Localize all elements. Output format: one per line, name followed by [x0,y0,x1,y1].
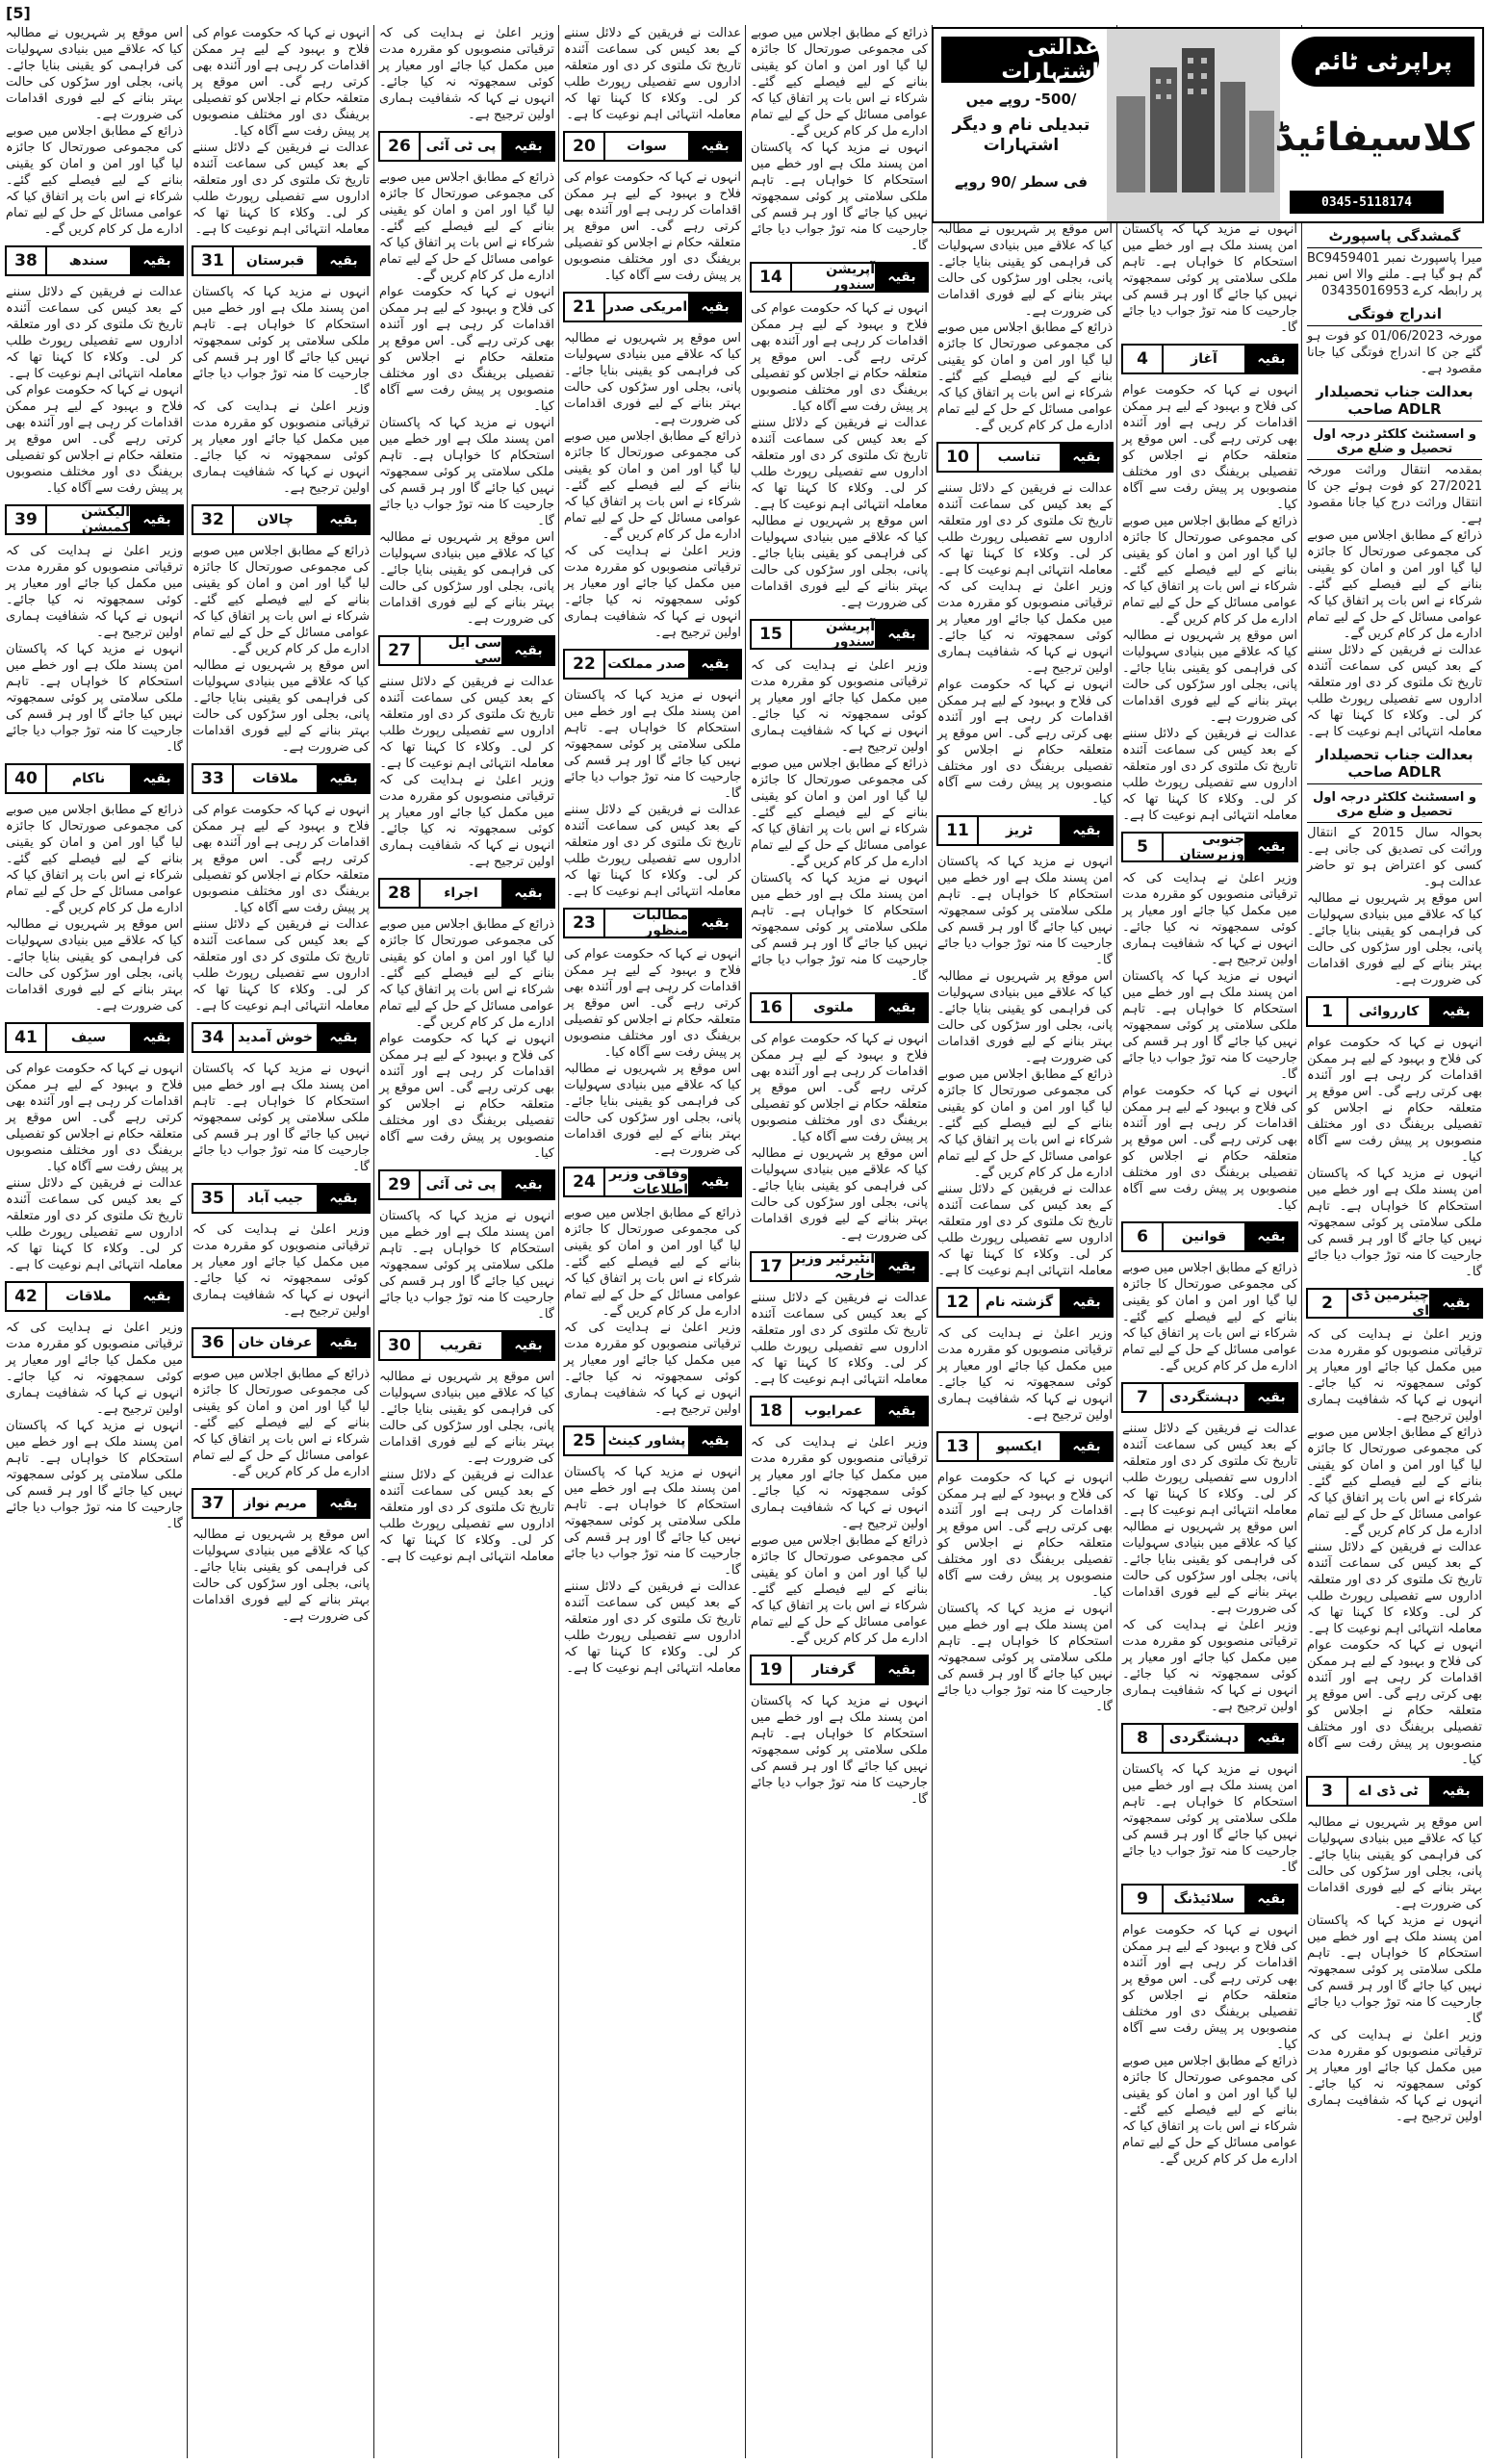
section-heading: 22 صدر مملکت بقیہ [563,649,742,680]
column-4: ذرائع کے مطابق اجلاس میں صوبے کی مجموعی صورتحال کا جائزہ لیا گیا اور امن و امان کو یقینی بنانے کے لیے فیصلے کیے گئے۔ شرکاء نے اس بات پر اتفاق کیا کہ عوامی مسائل کے حل کے لیے تمام ادارے مل کر کام کریں گے۔ انہوں نے مزید کہا کہ پاکستان امن پسند ملک ہے اور خطے میں استحکام کا خواہاں ہے۔ تاہم ملکی سلامتی پر کوئی سمجھوتہ نہیں کیا جائے گا اور ہر قسم کی جارحیت کا منہ توڑ جواب دیا جائے گا۔ 14 آپریشن سندور بقیہ انہوں نے کہا کہ حکومت عوام کی فلاح و بہبود کے لیے ہر ممکن اقدامات کر رہی ہے اور آئندہ بھی کرتی رہے گی۔ اس موقع پر متعلقہ حکام نے اجلاس کو تفصیلی بریفنگ دی اور مختلف منصوبوں پر پیش رفت سے آگاہ کیا۔ عدالت نے فریقین کے دلائل سننے کے بعد کیس کی سماعت آئندہ تاریخ تک ملتوی کر دی اور متعلقہ اداروں سے تفصیلی رپورٹ طلب کر لی۔ وکلاء کا کہنا تھا کہ معاملہ انتہائی اہم نوعیت کا ہے۔ اس موقع پر شہریوں نے مطالبہ کیا کہ علاقے میں بنیادی سہولیات کی فراہمی کو یقینی بنایا جائے۔ پانی، بجلی اور سڑکوں کی حالت بہتر بنانے کے لیے فوری اقدامات کی ضرورت ہے۔ 15 آپریشن سندور بقیہ وزیر اعلیٰ نے ہدایت کی کہ ترقیاتی منصوبوں کو مقررہ مدت میں مکمل کیا جائے اور معیار پر کوئی سمجھوتہ نہ کیا جائے۔ انہوں نے کہا کہ شفافیت ہماری اولین ترجیح ہے۔ ذرائع کے مطابق اجلاس میں صوبے کی مجموعی صورتحال کا جائزہ لیا گیا اور امن و امان کو یقینی بنانے کے لیے فیصلے کیے گئے۔ شرکاء نے اس بات پر اتفاق کیا کہ عوامی مسائل کے حل کے لیے تمام ادارے مل کر کام کریں گے۔ انہوں نے مزید کہا کہ پاکستان امن پسند ملک ہے اور خطے میں استحکام کا خواہاں ہے۔ تاہم ملکی سلامتی پر کوئی سمجھوتہ نہیں کیا جائے گا اور ہر قسم کی جارحیت کا منہ توڑ جواب دیا جائے گا۔ 16 ملتوی بقیہ انہوں نے کہا کہ حکومت عوام کی فلاح و بہبود کے لیے ہر ممکن اقدامات کر رہی ہے اور آئندہ بھی کرتی رہے گی۔ اس موقع پر متعلقہ حکام نے اجلاس کو تفصیلی بریفنگ دی اور مختلف منصوبوں پر پیش رفت سے آگاہ کیا۔ اس موقع پر شہریوں نے مطالبہ کیا کہ علاقے میں بنیادی سہولیات کی فراہمی کو یقینی بنایا جائے۔ پانی، بجلی اور سڑکوں کی حالت بہتر بنانے کے لیے فوری اقدامات کی ضرورت ہے۔ 17 انٹیرئیر وزیر خارجہ بقیہ عدالت نے فریقین کے دلائل سننے کے بعد کیس کی سماعت آئندہ تاریخ تک ملتوی کر دی اور متعلقہ اداروں سے تفصیلی رپورٹ طلب کر لی۔ وکلاء کا کہنا تھا کہ معاملہ انتہائی اہم نوعیت کا ہے۔ 18 عمرایوب بقیہ وزیر اعلیٰ نے ہدایت کی کہ ترقیاتی منصوبوں کو مقررہ مدت میں مکمل کیا جائے اور معیار پر کوئی سمجھوتہ نہ کیا جائے۔ انہوں نے کہا کہ شفافیت ہماری اولین ترجیح ہے۔ ذرائع کے مطابق اجلاس میں صوبے کی مجموعی صورتحال کا جائزہ لیا گیا اور امن و امان کو یقینی بنانے کے لیے فیصلے کیے گئے۔ شرکاء نے اس بات پر اتفاق کیا کہ عوامی مسائل کے حل کے لیے تمام ادارے مل کر کام کریں گے۔ 19 گرفتار بقیہ انہوں نے مزید کہا کہ پاکستان امن پسند ملک ہے اور خطے میں استحکام کا خواہاں ہے۔ تاہم ملکی سلامتی پر کوئی سمجھوتہ نہیں کیا جائے گا اور ہر قسم کی جارحیت کا منہ توڑ جواب دیا جائے گا۔ [751,26,928,1807]
section-heading: 3 ٹی ڈی اے بقیہ [1306,1776,1483,1807]
section-heading: 11 ٹریز بقیہ [936,815,1114,846]
lost-passport-title: گمشدگی پاسپورٹ [1307,227,1482,248]
rate-line-2: تبدیلی نام و دیگر اشتہارات [952,116,1090,155]
section-heading: 21 امریکی صدر بقیہ [563,292,742,322]
section-heading: 25 پشاور کینٹ بقیہ [563,1425,742,1456]
section-heading: 24 وفاقی وزیر اطلاعات بقیہ [563,1167,742,1197]
section-heading: 31 قبرستان بقیہ [192,245,371,276]
section-heading: 37 مریم نواز بقیہ [192,1488,371,1519]
section-heading: 28 اجراء بقیہ [378,878,555,909]
section-heading: 33 ملاقات بقیہ [192,763,371,794]
section-heading: 36 عرفان خان بقیہ [192,1327,371,1358]
column-1: گمشدگی پاسپورٹ میرا پاسپورٹ نمبر BC9459401 گم ہو گیا ہے۔ ملنے والا اس نمبر پر رابطہ کرے 03435016953 اندراج فوتگی مورخہ 01/06/2023 کو فوت ہو گئے جن کا اندراج فوتگی کیا جانا مقصود ہے۔ بعدالت جناب تحصیلدار ADLR صاحب و اسسٹنٹ کلکٹر درجہ اول تحصیل و ضلع مری بمقدمہ انتقال وراثت مورخہ 27/2021 کو فوت ہوئے جن کا انتقال وراثت درج کیا جانا مقصود ہے۔ ذرائع کے مطابق اجلاس میں صوبے کی مجموعی صورتحال کا جائزہ لیا گیا اور امن و امان کو یقینی بنانے کے لیے فیصلے کیے گئے۔ شرکاء نے اس بات پر اتفاق کیا کہ عوامی مسائل کے حل کے لیے تمام ادارے مل کر کام کریں گے۔ عدالت نے فریقین کے دلائل سننے کے بعد کیس کی سماعت آئندہ تاریخ تک ملتوی کر دی اور متعلقہ اداروں سے تفصیلی رپورٹ طلب کر لی۔ وکلاء کا کہنا تھا کہ معاملہ انتہائی اہم نوعیت کا ہے۔ بعدالت جناب تحصیلدار ADLR صاحب و اسسٹنٹ کلکٹر درجہ اول تحصیل و ضلع مری بحوالہ سال 2015 کے انتقال وراثت کی تصدیق کی جانی ہے۔ کسی کو اعتراض ہو تو حاضر عدالت ہو۔ اس موقع پر شہریوں نے مطالبہ کیا کہ علاقے میں بنیادی سہولیات کی فراہمی کو یقینی بنایا جائے۔ پانی، بجلی اور سڑکوں کی حالت بہتر بنانے کے لیے فوری اقدامات کی ضرورت ہے۔ 1 کارروائی بقیہ انہوں نے کہا کہ حکومت عوام کی فلاح و بہبود کے لیے ہر ممکن اقدامات کر رہی ہے اور آئندہ بھی کرتی رہے گی۔ اس موقع پر متعلقہ حکام نے اجلاس کو تفصیلی بریفنگ دی اور مختلف منصوبوں پر پیش رفت سے آگاہ کیا۔ انہوں نے مزید کہا کہ پاکستان امن پسند ملک ہے اور خطے میں استحکام کا خواہاں ہے۔ تاہم ملکی سلامتی پر کوئی سمجھوتہ نہیں کیا جائے گا اور ہر قسم کی جارحیت کا منہ توڑ جواب دیا جائے گا۔ 2 چیئرمین ڈی ای بقیہ وزیر اعلیٰ نے ہدایت کی کہ ترقیاتی منصوبوں کو مقررہ مدت میں مکمل کیا جائے اور معیار پر کوئی سمجھوتہ نہ کیا جائے۔ انہوں نے کہا کہ شفافیت ہماری اولین ترجیح ہے۔ ذرائع کے مطابق اجلاس میں صوبے کی مجموعی صورتحال کا جائزہ لیا گیا اور امن و امان کو یقینی بنانے کے لیے فیصلے کیے گئے۔ شرکاء نے اس بات پر اتفاق کیا کہ عوامی مسائل کے حل کے لیے تمام ادارے مل کر کام کریں گے۔ عدالت نے فریقین کے دلائل سننے کے بعد کیس کی سماعت آئندہ تاریخ تک ملتوی کر دی اور متعلقہ اداروں سے تفصیلی رپورٹ طلب کر لی۔ وکلاء کا کہنا تھا کہ معاملہ انتہائی اہم نوعیت کا ہے۔ انہوں نے کہا کہ حکومت عوام کی فلاح و بہبود کے لیے ہر ممکن اقدامات کر رہی ہے اور آئندہ بھی کرتی رہے گی۔ اس موقع پر متعلقہ حکام نے اجلاس کو تفصیلی بریفنگ دی اور مختلف منصوبوں پر پیش رفت سے آگاہ کیا۔ 3 ٹی ڈی اے بقیہ اس موقع پر شہریوں نے مطالبہ کیا کہ علاقے میں بنیادی سہولیات کی فراہمی کو یقینی بنایا جائے۔ پانی، بجلی اور سڑکوں کی حالت بہتر بنانے کے لیے فوری اقدامات کی ضرورت ہے۔ انہوں نے مزید کہا کہ پاکستان امن پسند ملک ہے اور خطے میں استحکام کا خواہاں ہے۔ تاہم ملکی سلامتی پر کوئی سمجھوتہ نہیں کیا جائے گا اور ہر قسم کی جارحیت کا منہ توڑ جواب دیا جائے گا۔ وزیر اعلیٰ نے ہدایت کی کہ ترقیاتی منصوبوں کو مقررہ مدت میں مکمل کیا جائے اور معیار پر کوئی سمجھوتہ نہ کیا جائے۔ انہوں نے کہا کہ شفافیت ہماری اولین ترجیح ہے۔ [1307,227,1482,2124]
section-heading: 29 پی ٹی آئی بقیہ [378,1169,555,1200]
column-5: عدالت نے فریقین کے دلائل سننے کے بعد کیس کی سماعت آئندہ تاریخ تک ملتوی کر دی اور متعلقہ اداروں سے تفصیلی رپورٹ طلب کر لی۔ وکلاء کا کہنا تھا کہ معاملہ انتہائی اہم نوعیت کا ہے۔ 20 سوات بقیہ انہوں نے کہا کہ حکومت عوام کی فلاح و بہبود کے لیے ہر ممکن اقدامات کر رہی ہے اور آئندہ بھی کرتی رہے گی۔ اس موقع پر متعلقہ حکام نے اجلاس کو تفصیلی بریفنگ دی اور مختلف منصوبوں پر پیش رفت سے آگاہ کیا۔ 21 امریکی صدر بقیہ اس موقع پر شہریوں نے مطالبہ کیا کہ علاقے میں بنیادی سہولیات کی فراہمی کو یقینی بنایا جائے۔ پانی، بجلی اور سڑکوں کی حالت بہتر بنانے کے لیے فوری اقدامات کی ضرورت ہے۔ ذرائع کے مطابق اجلاس میں صوبے کی مجموعی صورتحال کا جائزہ لیا گیا اور امن و امان کو یقینی بنانے کے لیے فیصلے کیے گئے۔ شرکاء نے اس بات پر اتفاق کیا کہ عوامی مسائل کے حل کے لیے تمام ادارے مل کر کام کریں گے۔ وزیر اعلیٰ نے ہدایت کی کہ ترقیاتی منصوبوں کو مقررہ مدت میں مکمل کیا جائے اور معیار پر کوئی سمجھوتہ نہ کیا جائے۔ انہوں نے کہا کہ شفافیت ہماری اولین ترجیح ہے۔ 22 صدر مملکت بقیہ انہوں نے مزید کہا کہ پاکستان امن پسند ملک ہے اور خطے میں استحکام کا خواہاں ہے۔ تاہم ملکی سلامتی پر کوئی سمجھوتہ نہیں کیا جائے گا اور ہر قسم کی جارحیت کا منہ توڑ جواب دیا جائے گا۔ عدالت نے فریقین کے دلائل سننے کے بعد کیس کی سماعت آئندہ تاریخ تک ملتوی کر دی اور متعلقہ اداروں سے تفصیلی رپورٹ طلب کر لی۔ وکلاء کا کہنا تھا کہ معاملہ انتہائی اہم نوعیت کا ہے۔ 23 مطالبات منظور بقیہ انہوں نے کہا کہ حکومت عوام کی فلاح و بہبود کے لیے ہر ممکن اقدامات کر رہی ہے اور آئندہ بھی کرتی رہے گی۔ اس موقع پر متعلقہ حکام نے اجلاس کو تفصیلی بریفنگ دی اور مختلف منصوبوں پر پیش رفت سے آگاہ کیا۔ اس موقع پر شہریوں نے مطالبہ کیا کہ علاقے میں بنیادی سہولیات کی فراہمی کو یقینی بنایا جائے۔ پانی، بجلی اور سڑکوں کی حالت بہتر بنانے کے لیے فوری اقدامات کی ضرورت ہے۔ 24 وفاقی وزیر اطلاعات بقیہ ذرائع کے مطابق اجلاس میں صوبے کی مجموعی صورتحال کا جائزہ لیا گیا اور امن و امان کو یقینی بنانے کے لیے فیصلے کیے گئے۔ شرکاء نے اس بات پر اتفاق کیا کہ عوامی مسائل کے حل کے لیے تمام ادارے مل کر کام کریں گے۔ وزیر اعلیٰ نے ہدایت کی کہ ترقیاتی منصوبوں کو مقررہ مدت میں مکمل کیا جائے اور معیار پر کوئی سمجھوتہ نہ کیا جائے۔ انہوں نے کہا کہ شفافیت ہماری اولین ترجیح ہے۔ 25 پشاور کینٹ بقیہ انہوں نے مزید کہا کہ پاکستان امن پسند ملک ہے اور خطے میں استحکام کا خواہاں ہے۔ تاہم ملکی سلامتی پر کوئی سمجھوتہ نہیں کیا جائے گا اور ہر قسم کی جارحیت کا منہ توڑ جواب دیا جائے گا۔ عدالت نے فریقین کے دلائل سننے کے بعد کیس کی سماعت آئندہ تاریخ تک ملتوی کر دی اور متعلقہ اداروں سے تفصیلی رپورٹ طلب کر لی۔ وکلاء کا کہنا تھا کہ معاملہ انتہائی اہم نوعیت کا ہے۔ [564,26,741,1676]
section-heading: 6 قوانین بقیہ [1121,1221,1298,1252]
section-heading: 30 تقریب بقیہ [378,1330,555,1361]
section-heading: 7 دہشتگردی بقیہ [1121,1382,1298,1413]
section-heading: 32 چالان بقیہ [192,504,371,535]
section-heading: 17 انٹیرئیر وزیر خارجہ بقیہ [750,1251,929,1282]
lost-passport-text: میرا پاسپورٹ نمبر BC9459401 گم ہو گیا ہے۔ ملنے والا اس نمبر پر رابطہ کرے 03435016953 [1307,251,1482,298]
section-heading: 23 مطالبات منظور بقیہ [563,908,742,938]
section-heading: 14 آپریشن سندور بقیہ [750,262,929,293]
section-heading: 40 ناکام بقیہ [5,763,184,794]
court-notice-2-sub: و اسسٹنٹ کلکٹر درجہ اول تحصیل و ضلع مری [1307,790,1482,823]
rate-line-1: /500- روپے میں [965,90,1077,108]
column-6: وزیر اعلیٰ نے ہدایت کی کہ ترقیاتی منصوبوں کو مقررہ مدت میں مکمل کیا جائے اور معیار پر کوئی سمجھوتہ نہ کیا جائے۔ انہوں نے کہا کہ شفافیت ہماری اولین ترجیح ہے۔ 26 پی ٹی آئی بقیہ ذرائع کے مطابق اجلاس میں صوبے کی مجموعی صورتحال کا جائزہ لیا گیا اور امن و امان کو یقینی بنانے کے لیے فیصلے کیے گئے۔ شرکاء نے اس بات پر اتفاق کیا کہ عوامی مسائل کے حل کے لیے تمام ادارے مل کر کام کریں گے۔ انہوں نے کہا کہ حکومت عوام کی فلاح و بہبود کے لیے ہر ممکن اقدامات کر رہی ہے اور آئندہ بھی کرتی رہے گی۔ اس موقع پر متعلقہ حکام نے اجلاس کو تفصیلی بریفنگ دی اور مختلف منصوبوں پر پیش رفت سے آگاہ کیا۔ انہوں نے مزید کہا کہ پاکستان امن پسند ملک ہے اور خطے میں استحکام کا خواہاں ہے۔ تاہم ملکی سلامتی پر کوئی سمجھوتہ نہیں کیا جائے گا اور ہر قسم کی جارحیت کا منہ توڑ جواب دیا جائے گا۔ اس موقع پر شہریوں نے مطالبہ کیا کہ علاقے میں بنیادی سہولیات کی فراہمی کو یقینی بنایا جائے۔ پانی، بجلی اور سڑکوں کی حالت بہتر بنانے کے لیے فوری اقدامات کی ضرورت ہے۔ 27 سی ایل سی بقیہ عدالت نے فریقین کے دلائل سننے کے بعد کیس کی سماعت آئندہ تاریخ تک ملتوی کر دی اور متعلقہ اداروں سے تفصیلی رپورٹ طلب کر لی۔ وکلاء کا کہنا تھا کہ معاملہ انتہائی اہم نوعیت کا ہے۔ وزیر اعلیٰ نے ہدایت کی کہ ترقیاتی منصوبوں کو مقررہ مدت میں مکمل کیا جائے اور معیار پر کوئی سمجھوتہ نہ کیا جائے۔ انہوں نے کہا کہ شفافیت ہماری اولین ترجیح ہے۔ 28 اجراء بقیہ ذرائع کے مطابق اجلاس میں صوبے کی مجموعی صورتحال کا جائزہ لیا گیا اور امن و امان کو یقینی بنانے کے لیے فیصلے کیے گئے۔ شرکاء نے اس بات پر اتفاق کیا کہ عوامی مسائل کے حل کے لیے تمام ادارے مل کر کام کریں گے۔ انہوں نے کہا کہ حکومت عوام کی فلاح و بہبود کے لیے ہر ممکن اقدامات کر رہی ہے اور آئندہ بھی کرتی رہے گی۔ اس موقع پر متعلقہ حکام نے اجلاس کو تفصیلی بریفنگ دی اور مختلف منصوبوں پر پیش رفت سے آگاہ کیا۔ 29 پی ٹی آئی بقیہ انہوں نے مزید کہا کہ پاکستان امن پسند ملک ہے اور خطے میں استحکام کا خواہاں ہے۔ تاہم ملکی سلامتی پر کوئی سمجھوتہ نہیں کیا جائے گا اور ہر قسم کی جارحیت کا منہ توڑ جواب دیا جائے گا۔ 30 تقریب بقیہ اس موقع پر شہریوں نے مطالبہ کیا کہ علاقے میں بنیادی سہولیات کی فراہمی کو یقینی بنایا جائے۔ پانی، بجلی اور سڑکوں کی حالت بہتر بنانے کے لیے فوری اقدامات کی ضرورت ہے۔ عدالت نے فریقین کے دلائل سننے کے بعد کیس کی سماعت آئندہ تاریخ تک ملتوی کر دی اور متعلقہ اداروں سے تفصیلی رپورٹ طلب کر لی۔ وکلاء کا کہنا تھا کہ معاملہ انتہائی اہم نوعیت کا ہے۔ [379,26,554,1564]
column-3: اس موقع پر شہریوں نے مطالبہ کیا کہ علاقے میں بنیادی سہولیات کی فراہمی کو یقینی بنایا جائے۔ پانی، بجلی اور سڑکوں کی حالت بہتر بنانے کے لیے فوری اقدامات کی ضرورت ہے۔ ذرائع کے مطابق اجلاس میں صوبے کی مجموعی صورتحال کا جائزہ لیا گیا اور امن و امان کو یقینی بنانے کے لیے فیصلے کیے گئے۔ شرکاء نے اس بات پر اتفاق کیا کہ عوامی مسائل کے حل کے لیے تمام ادارے مل کر کام کریں گے۔ 10 تناسب بقیہ عدالت نے فریقین کے دلائل سننے کے بعد کیس کی سماعت آئندہ تاریخ تک ملتوی کر دی اور متعلقہ اداروں سے تفصیلی رپورٹ طلب کر لی۔ وکلاء کا کہنا تھا کہ معاملہ انتہائی اہم نوعیت کا ہے۔ وزیر اعلیٰ نے ہدایت کی کہ ترقیاتی منصوبوں کو مقررہ مدت میں مکمل کیا جائے اور معیار پر کوئی سمجھوتہ نہ کیا جائے۔ انہوں نے کہا کہ شفافیت ہماری اولین ترجیح ہے۔ انہوں نے کہا کہ حکومت عوام کی فلاح و بہبود کے لیے ہر ممکن اقدامات کر رہی ہے اور آئندہ بھی کرتی رہے گی۔ اس موقع پر متعلقہ حکام نے اجلاس کو تفصیلی بریفنگ دی اور مختلف منصوبوں پر پیش رفت سے آگاہ کیا۔ 11 ٹریز بقیہ انہوں نے مزید کہا کہ پاکستان امن پسند ملک ہے اور خطے میں استحکام کا خواہاں ہے۔ تاہم ملکی سلامتی پر کوئی سمجھوتہ نہیں کیا جائے گا اور ہر قسم کی جارحیت کا منہ توڑ جواب دیا جائے گا۔ اس موقع پر شہریوں نے مطالبہ کیا کہ علاقے میں بنیادی سہولیات کی فراہمی کو یقینی بنایا جائے۔ پانی، بجلی اور سڑکوں کی حالت بہتر بنانے کے لیے فوری اقدامات کی ضرورت ہے۔ ذرائع کے مطابق اجلاس میں صوبے کی مجموعی صورتحال کا جائزہ لیا گیا اور امن و امان کو یقینی بنانے کے لیے فیصلے کیے گئے۔ شرکاء نے اس بات پر اتفاق کیا کہ عوامی مسائل کے حل کے لیے تمام ادارے مل کر کام کریں گے۔ عدالت نے فریقین کے دلائل سننے کے بعد کیس کی سماعت آئندہ تاریخ تک ملتوی کر دی اور متعلقہ اداروں سے تفصیلی رپورٹ طلب کر لی۔ وکلاء کا کہنا تھا کہ معاملہ انتہائی اہم نوعیت کا ہے۔ 12 گزشتہ نام بقیہ وزیر اعلیٰ نے ہدایت کی کہ ترقیاتی منصوبوں کو مقررہ مدت میں مکمل کیا جائے اور معیار پر کوئی سمجھوتہ نہ کیا جائے۔ انہوں نے کہا کہ شفافیت ہماری اولین ترجیح ہے۔ 13 ایکسپو بقیہ انہوں نے کہا کہ حکومت عوام کی فلاح و بہبود کے لیے ہر ممکن اقدامات کر رہی ہے اور آئندہ بھی کرتی رہے گی۔ اس موقع پر متعلقہ حکام نے اجلاس کو تفصیلی بریفنگ دی اور مختلف منصوبوں پر پیش رفت سے آگاہ کیا۔ انہوں نے مزید کہا کہ پاکستان امن پسند ملک ہے اور خطے میں استحکام کا خواہاں ہے۔ تاہم ملکی سلامتی پر کوئی سمجھوتہ نہیں کیا جائے گا اور ہر قسم کی جارحیت کا منہ توڑ جواب دیا جائے گا۔ [937,222,1113,1714]
section-heading: 42 ملاقات بقیہ [5,1281,184,1312]
column-8: اس موقع پر شہریوں نے مطالبہ کیا کہ علاقے میں بنیادی سہولیات کی فراہمی کو یقینی بنایا جائے۔ پانی، بجلی اور سڑکوں کی حالت بہتر بنانے کے لیے فوری اقدامات کی ضرورت ہے۔ ذرائع کے مطابق اجلاس میں صوبے کی مجموعی صورتحال کا جائزہ لیا گیا اور امن و امان کو یقینی بنانے کے لیے فیصلے کیے گئے۔ شرکاء نے اس بات پر اتفاق کیا کہ عوامی مسائل کے حل کے لیے تمام ادارے مل کر کام کریں گے۔ 38 سندھ بقیہ عدالت نے فریقین کے دلائل سننے کے بعد کیس کی سماعت آئندہ تاریخ تک ملتوی کر دی اور متعلقہ اداروں سے تفصیلی رپورٹ طلب کر لی۔ وکلاء کا کہنا تھا کہ معاملہ انتہائی اہم نوعیت کا ہے۔ انہوں نے کہا کہ حکومت عوام کی فلاح و بہبود کے لیے ہر ممکن اقدامات کر رہی ہے اور آئندہ بھی کرتی رہے گی۔ اس موقع پر متعلقہ حکام نے اجلاس کو تفصیلی بریفنگ دی اور مختلف منصوبوں پر پیش رفت سے آگاہ کیا۔ 39 الیکشن کمیشن بقیہ وزیر اعلیٰ نے ہدایت کی کہ ترقیاتی منصوبوں کو مقررہ مدت میں مکمل کیا جائے اور معیار پر کوئی سمجھوتہ نہ کیا جائے۔ انہوں نے کہا کہ شفافیت ہماری اولین ترجیح ہے۔ انہوں نے مزید کہا کہ پاکستان امن پسند ملک ہے اور خطے میں استحکام کا خواہاں ہے۔ تاہم ملکی سلامتی پر کوئی سمجھوتہ نہیں کیا جائے گا اور ہر قسم کی جارحیت کا منہ توڑ جواب دیا جائے گا۔ 40 ناکام بقیہ ذرائع کے مطابق اجلاس میں صوبے کی مجموعی صورتحال کا جائزہ لیا گیا اور امن و امان کو یقینی بنانے کے لیے فیصلے کیے گئے۔ شرکاء نے اس بات پر اتفاق کیا کہ عوامی مسائل کے حل کے لیے تمام ادارے مل کر کام کریں گے۔ اس موقع پر شہریوں نے مطالبہ کیا کہ علاقے میں بنیادی سہولیات کی فراہمی کو یقینی بنایا جائے۔ پانی، بجلی اور سڑکوں کی حالت بہتر بنانے کے لیے فوری اقدامات کی ضرورت ہے۔ 41 سیف بقیہ انہوں نے کہا کہ حکومت عوام کی فلاح و بہبود کے لیے ہر ممکن اقدامات کر رہی ہے اور آئندہ بھی کرتی رہے گی۔ اس موقع پر متعلقہ حکام نے اجلاس کو تفصیلی بریفنگ دی اور مختلف منصوبوں پر پیش رفت سے آگاہ کیا۔ عدالت نے فریقین کے دلائل سننے کے بعد کیس کی سماعت آئندہ تاریخ تک ملتوی کر دی اور متعلقہ اداروں سے تفصیلی رپورٹ طلب کر لی۔ وکلاء کا کہنا تھا کہ معاملہ انتہائی اہم نوعیت کا ہے۔ 42 ملاقات بقیہ وزیر اعلیٰ نے ہدایت کی کہ ترقیاتی منصوبوں کو مقررہ مدت میں مکمل کیا جائے اور معیار پر کوئی سمجھوتہ نہ کیا جائے۔ انہوں نے کہا کہ شفافیت ہماری اولین ترجیح ہے۔ انہوں نے مزید کہا کہ پاکستان امن پسند ملک ہے اور خطے میں استحکام کا خواہاں ہے۔ تاہم ملکی سلامتی پر کوئی سمجھوتہ نہیں کیا جائے گا اور ہر قسم کی جارحیت کا منہ توڑ جواب دیا جائے گا۔ [6,26,183,1531]
section-heading: 4 آغاز بقیہ [1121,344,1298,374]
death-entry-text: مورخہ 01/06/2023 کو فوت ہو گئے جن کا اندراج فوتگی کیا جانا مقصود ہے۔ [1307,329,1482,376]
court-notice-2-title: بعدالت جناب تحصیلدار ADLR صاحب [1307,746,1482,784]
death-entry-title: اندراج فوتگی [1307,305,1482,326]
column-7: انہوں نے کہا کہ حکومت عوام کی فلاح و بہبود کے لیے ہر ممکن اقدامات کر رہی ہے اور آئندہ بھی کرتی رہے گی۔ اس موقع پر متعلقہ حکام نے اجلاس کو تفصیلی بریفنگ دی اور مختلف منصوبوں پر پیش رفت سے آگاہ کیا۔ عدالت نے فریقین کے دلائل سننے کے بعد کیس کی سماعت آئندہ تاریخ تک ملتوی کر دی اور متعلقہ اداروں سے تفصیلی رپورٹ طلب کر لی۔ وکلاء کا کہنا تھا کہ معاملہ انتہائی اہم نوعیت کا ہے۔ 31 قبرستان بقیہ انہوں نے مزید کہا کہ پاکستان امن پسند ملک ہے اور خطے میں استحکام کا خواہاں ہے۔ تاہم ملکی سلامتی پر کوئی سمجھوتہ نہیں کیا جائے گا اور ہر قسم کی جارحیت کا منہ توڑ جواب دیا جائے گا۔ وزیر اعلیٰ نے ہدایت کی کہ ترقیاتی منصوبوں کو مقررہ مدت میں مکمل کیا جائے اور معیار پر کوئی سمجھوتہ نہ کیا جائے۔ انہوں نے کہا کہ شفافیت ہماری اولین ترجیح ہے۔ 32 چالان بقیہ ذرائع کے مطابق اجلاس میں صوبے کی مجموعی صورتحال کا جائزہ لیا گیا اور امن و امان کو یقینی بنانے کے لیے فیصلے کیے گئے۔ شرکاء نے اس بات پر اتفاق کیا کہ عوامی مسائل کے حل کے لیے تمام ادارے مل کر کام کریں گے۔ اس موقع پر شہریوں نے مطالبہ کیا کہ علاقے میں بنیادی سہولیات کی فراہمی کو یقینی بنایا جائے۔ پانی، بجلی اور سڑکوں کی حالت بہتر بنانے کے لیے فوری اقدامات کی ضرورت ہے۔ 33 ملاقات بقیہ انہوں نے کہا کہ حکومت عوام کی فلاح و بہبود کے لیے ہر ممکن اقدامات کر رہی ہے اور آئندہ بھی کرتی رہے گی۔ اس موقع پر متعلقہ حکام نے اجلاس کو تفصیلی بریفنگ دی اور مختلف منصوبوں پر پیش رفت سے آگاہ کیا۔ عدالت نے فریقین کے دلائل سننے کے بعد کیس کی سماعت آئندہ تاریخ تک ملتوی کر دی اور متعلقہ اداروں سے تفصیلی رپورٹ طلب کر لی۔ وکلاء کا کہنا تھا کہ معاملہ انتہائی اہم نوعیت کا ہے۔ 34 خوش آمدید بقیہ انہوں نے مزید کہا کہ پاکستان امن پسند ملک ہے اور خطے میں استحکام کا خواہاں ہے۔ تاہم ملکی سلامتی پر کوئی سمجھوتہ نہیں کیا جائے گا اور ہر قسم کی جارحیت کا منہ توڑ جواب دیا جائے گا۔ 35 جیب آباد بقیہ وزیر اعلیٰ نے ہدایت کی کہ ترقیاتی منصوبوں کو مقررہ مدت میں مکمل کیا جائے اور معیار پر کوئی سمجھوتہ نہ کیا جائے۔ انہوں نے کہا کہ شفافیت ہماری اولین ترجیح ہے۔ 36 عرفان خان بقیہ ذرائع کے مطابق اجلاس میں صوبے کی مجموعی صورتحال کا جائزہ لیا گیا اور امن و امان کو یقینی بنانے کے لیے فیصلے کیے گئے۔ شرکاء نے اس بات پر اتفاق کیا کہ عوامی مسائل کے حل کے لیے تمام ادارے مل کر کام کریں گے۔ 37 مریم نواز بقیہ اس موقع پر شہریوں نے مطالبہ کیا کہ علاقے میں بنیادی سہولیات کی فراہمی کو یقینی بنایا جائے۔ پانی، بجلی اور سڑکوں کی حالت بہتر بنانے کے لیے فوری اقدامات کی ضرورت ہے۔ [192,26,370,1624]
section-heading: 1 کارروائی بقیہ [1306,996,1483,1027]
section-heading: 16 ملتوی بقیہ [750,992,929,1023]
section-heading: 27 سی ایل سی بقیہ [378,635,555,666]
section-heading: 12 گزشتہ نام بقیہ [936,1287,1114,1318]
phone-number: 0345-5118174 [1290,191,1444,214]
section-heading: 2 چیئرمین ڈی ای بقیہ [1306,1288,1483,1319]
classified-header [932,27,1484,223]
section-heading: 15 آپریشن سندور بقیہ [750,619,929,650]
section-heading: 8 دہشتگردی بقیہ [1121,1723,1298,1754]
section-heading: 35 جیب آباد بقیہ [192,1183,371,1214]
section-heading: 13 ایکسپو بقیہ [936,1431,1114,1462]
court-notice-1-sub: و اسسٹنٹ کلکٹر درجہ اول تحصیل و ضلع مری [1307,427,1482,460]
column-2: انہوں نے مزید کہا کہ پاکستان امن پسند ملک ہے اور خطے میں استحکام کا خواہاں ہے۔ تاہم ملکی سلامتی پر کوئی سمجھوتہ نہیں کیا جائے گا اور ہر قسم کی جارحیت کا منہ توڑ جواب دیا جائے گا۔ 4 آغاز بقیہ انہوں نے کہا کہ حکومت عوام کی فلاح و بہبود کے لیے ہر ممکن اقدامات کر رہی ہے اور آئندہ بھی کرتی رہے گی۔ اس موقع پر متعلقہ حکام نے اجلاس کو تفصیلی بریفنگ دی اور مختلف منصوبوں پر پیش رفت سے آگاہ کیا۔ ذرائع کے مطابق اجلاس میں صوبے کی مجموعی صورتحال کا جائزہ لیا گیا اور امن و امان کو یقینی بنانے کے لیے فیصلے کیے گئے۔ شرکاء نے اس بات پر اتفاق کیا کہ عوامی مسائل کے حل کے لیے تمام ادارے مل کر کام کریں گے۔ اس موقع پر شہریوں نے مطالبہ کیا کہ علاقے میں بنیادی سہولیات کی فراہمی کو یقینی بنایا جائے۔ پانی، بجلی اور سڑکوں کی حالت بہتر بنانے کے لیے فوری اقدامات کی ضرورت ہے۔ عدالت نے فریقین کے دلائل سننے کے بعد کیس کی سماعت آئندہ تاریخ تک ملتوی کر دی اور متعلقہ اداروں سے تفصیلی رپورٹ طلب کر لی۔ وکلاء کا کہنا تھا کہ معاملہ انتہائی اہم نوعیت کا ہے۔ 5 جنوبی وزیرستان بقیہ وزیر اعلیٰ نے ہدایت کی کہ ترقیاتی منصوبوں کو مقررہ مدت میں مکمل کیا جائے اور معیار پر کوئی سمجھوتہ نہ کیا جائے۔ انہوں نے کہا کہ شفافیت ہماری اولین ترجیح ہے۔ انہوں نے مزید کہا کہ پاکستان امن پسند ملک ہے اور خطے میں استحکام کا خواہاں ہے۔ تاہم ملکی سلامتی پر کوئی سمجھوتہ نہیں کیا جائے گا اور ہر قسم کی جارحیت کا منہ توڑ جواب دیا جائے گا۔ انہوں نے کہا کہ حکومت عوام کی فلاح و بہبود کے لیے ہر ممکن اقدامات کر رہی ہے اور آئندہ بھی کرتی رہے گی۔ اس موقع پر متعلقہ حکام نے اجلاس کو تفصیلی بریفنگ دی اور مختلف منصوبوں پر پیش رفت سے آگاہ کیا۔ 6 قوانین بقیہ ذرائع کے مطابق اجلاس میں صوبے کی مجموعی صورتحال کا جائزہ لیا گیا اور امن و امان کو یقینی بنانے کے لیے فیصلے کیے گئے۔ شرکاء نے اس بات پر اتفاق کیا کہ عوامی مسائل کے حل کے لیے تمام ادارے مل کر کام کریں گے۔ 7 دہشتگردی بقیہ عدالت نے فریقین کے دلائل سننے کے بعد کیس کی سماعت آئندہ تاریخ تک ملتوی کر دی اور متعلقہ اداروں سے تفصیلی رپورٹ طلب کر لی۔ وکلاء کا کہنا تھا کہ معاملہ انتہائی اہم نوعیت کا ہے۔ اس موقع پر شہریوں نے مطالبہ کیا کہ علاقے میں بنیادی سہولیات کی فراہمی کو یقینی بنایا جائے۔ پانی، بجلی اور سڑکوں کی حالت بہتر بنانے کے لیے فوری اقدامات کی ضرورت ہے۔ وزیر اعلیٰ نے ہدایت کی کہ ترقیاتی منصوبوں کو مقررہ مدت میں مکمل کیا جائے اور معیار پر کوئی سمجھوتہ نہ کیا جائے۔ انہوں نے کہا کہ شفافیت ہماری اولین ترجیح ہے۔ 8 دہشتگردی بقیہ انہوں نے مزید کہا کہ پاکستان امن پسند ملک ہے اور خطے میں استحکام کا خواہاں ہے۔ تاہم ملکی سلامتی پر کوئی سمجھوتہ نہیں کیا جائے گا اور ہر قسم کی جارحیت کا منہ توڑ جواب دیا جائے گا۔ 9 سلائیڈنگ بقیہ انہوں نے کہا کہ حکومت عوام کی فلاح و بہبود کے لیے ہر ممکن اقدامات کر رہی ہے اور آئندہ بھی کرتی رہے گی۔ اس موقع پر متعلقہ حکام نے اجلاس کو تفصیلی بریفنگ دی اور مختلف منصوبوں پر پیش رفت سے آگاہ کیا۔ ذرائع کے مطابق اجلاس میں صوبے کی مجموعی صورتحال کا جائزہ لیا گیا اور امن و امان کو یقینی بنانے کے لیے فیصلے کیے گئے۔ شرکاء نے اس بات پر اتفاق کیا کہ عوامی مسائل کے حل کے لیے تمام ادارے مل کر کام کریں گے۔ [1122,222,1297,2167]
legal-ads-banner: عدالتی اشتہارات [941,37,1099,83]
rate-line-3: فی سطر /90 روپے [954,173,1089,191]
section-heading: 38 سندھ بقیہ [5,245,184,276]
section-heading: 18 عمرایوب بقیہ [750,1396,929,1426]
court-notice-1-title: بعدالت جناب تحصیلدار ADLR صاحب [1307,383,1482,422]
section-heading: 9 سلائیڈنگ بقیہ [1121,1884,1298,1914]
section-heading: 39 الیکشن کمیشن بقیہ [5,504,184,535]
section-heading: 34 خوش آمدید بقیہ [192,1022,371,1053]
section-heading: 26 پی ٹی آئی بقیہ [378,131,555,162]
classified-title: کلاسیفائیڈ [1274,116,1474,160]
property-time-banner: پراپرٹی ٹائم [1292,37,1474,87]
section-heading: 20 سوات بقیہ [563,131,742,162]
section-heading: 5 جنوبی وزیرستان بقیہ [1121,832,1298,862]
section-heading: 10 تناسب بقیہ [936,442,1114,473]
section-heading: 19 گرفتار بقیہ [750,1655,929,1685]
section-heading: 41 سیف بقیہ [5,1022,184,1053]
page-number: [5] [6,4,31,22]
